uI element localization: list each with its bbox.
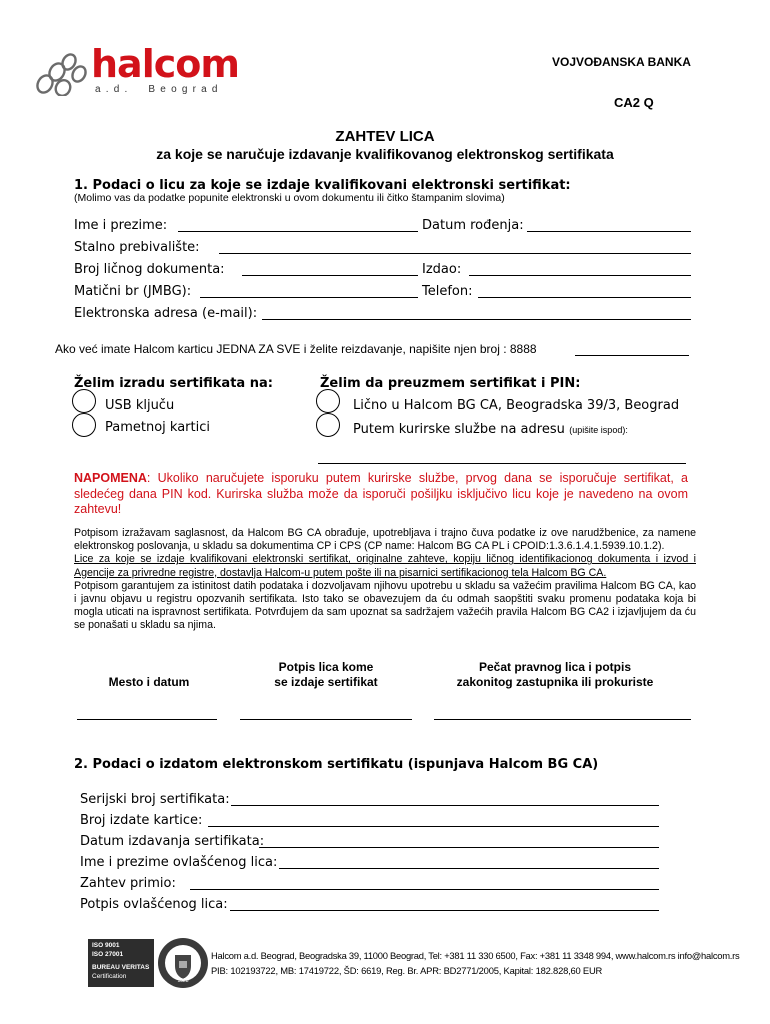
consent-paragraph-2: Lice za koje se izdaje kvalifikovani elektronski sertifikat, originalne zahteve, kopiju ličnog identifikacionog dokumenta i izvod i Agencije za privredne registre, dostavlja Halcom-u putem pošte ili na pisarnici sertifikacionog tela Halcom BG CA.	[74, 553, 696, 579]
jmbg-field[interactable]	[200, 297, 418, 298]
bank-name: VOJVOĐANSKA BANKA	[552, 55, 691, 69]
page-subtitle: za koje se naručuje izdavanje kvalifikovanog elektronskog sertifikata	[156, 146, 614, 162]
issue-date-label: Datum izdavanja sertifikata:	[80, 834, 265, 849]
officer-signature-field[interactable]	[230, 910, 659, 911]
courier-radio[interactable]	[316, 413, 340, 437]
issued-by-field[interactable]	[469, 275, 691, 276]
courier-label-hint: (upišite ispod):	[569, 425, 628, 435]
birth-date-field[interactable]	[527, 231, 691, 232]
usb-radio[interactable]	[72, 389, 96, 413]
usb-label: USB ključu	[105, 398, 175, 413]
officer-name-label: Ime i prezime ovlašćenog lica:	[80, 855, 278, 870]
page-title: ZAHTEV LICA	[335, 128, 435, 145]
consent-paragraph-1: Potpisom izražavam saglasnost, da Halcom BG CA obrađuje, upotrebljava i trajno čuva podatke iz ove narudžbenice, za namene elektronskog poslovanja, u skladu sa dokumentima CP i CPS (CP name: Halcom BG CA PL i CPOID:1.3.6.1.4.1.5939.10.1.2).	[74, 527, 696, 553]
courier-label-text: Putem kurirske službe na adresu	[353, 422, 565, 437]
logo-subtitle: a.d. Beograd	[95, 84, 223, 95]
name-field[interactable]	[178, 231, 418, 232]
issued-by-label: Izdao:	[422, 262, 462, 277]
received-by-field[interactable]	[190, 889, 659, 890]
card-number-field[interactable]	[575, 355, 689, 356]
notice	[74, 471, 688, 518]
name-label: Ime i prezime:	[74, 218, 168, 233]
person-signature-label	[240, 660, 412, 690]
certification: Certification	[92, 972, 127, 980]
place-date-label: Mesto i datum	[108, 675, 190, 689]
phone-field[interactable]	[478, 297, 691, 298]
bureau-veritas: BUREAU VERITAS	[92, 964, 150, 971]
personal-pickup-radio[interactable]	[316, 389, 340, 413]
notice-text: : Ukoliko naručujete isporuku putem kurirske službe, prvog dana se isporučuje sertifikat, a sledećeg dana PIN kod. Kurirska služba može da isporuči pošiljku isključivo licu koje je navedeno na ovom zahtevu!	[74, 471, 688, 516]
email-field[interactable]	[262, 319, 691, 320]
person-signature-line1: Potpis lica kome	[278, 660, 374, 674]
person-signature-line2: se izdaje sertifikat	[274, 675, 378, 689]
iso-9001: ISO 9001	[92, 942, 120, 949]
officer-signature-label: Potpis ovlašćenog lica:	[80, 897, 228, 912]
personal-pickup-label: Lično u Halcom BG CA, Beogradska 39/3, Beograd	[353, 398, 680, 413]
iso-27001: ISO 27001	[92, 950, 124, 958]
person-signature-field[interactable]	[240, 719, 412, 720]
residence-label: Stalno prebivalište:	[74, 240, 200, 255]
stamp-signature-line2: zakonitog zastupnika ili prokuriste	[456, 675, 654, 689]
place-date-field[interactable]	[77, 719, 217, 720]
stamp-signature-line1: Pečat pravnog lica i potpis	[478, 660, 632, 674]
consent-paragraph-3: Potpisom garantujem za istinitost datih podataka i dozvoljavam njihovu upotrebu u skladu sa važećim pravilima Halcom BG CA, kao i javnu objavu u registru opozvanih sertifikata. Isto tako se obavezujem da ću odmah saopštiti svaku promenu podataka koja bi mogla uticati na ispravnost sertifikata. Potvrđujem da sam upoznat sa sadržajem važećih pravila Halcom BG CA2 i izjavljujem da ću se ponašati u skladu sa njima.	[74, 579, 696, 632]
id-number-field[interactable]	[242, 275, 418, 276]
iso-badge	[88, 939, 154, 987]
courier-address-field[interactable]	[318, 463, 686, 464]
form-code: CA2 Q	[614, 95, 654, 110]
halcom-logo-mark-icon	[35, 50, 91, 96]
email-label: Elektronska adresa (e-mail):	[74, 306, 258, 321]
received-by-label: Zahtev primio:	[80, 876, 176, 891]
card-reissue-question: Ako već imate Halcom karticu JEDNA ZA SVE i želite reizdavanje, napišite njen broj : 8888	[55, 342, 537, 356]
bureau-veritas-seal-icon	[157, 935, 209, 991]
birth-date-label: Datum rođenja:	[422, 218, 524, 233]
section1-heading: 1. Podaci o licu za koje se izdaje kvalifikovani elektronski sertifikat:	[74, 178, 571, 193]
serial-field[interactable]	[231, 805, 659, 806]
section1-note: (Molimo vas da podatke popunite elektronski u ovom dokumentu ili čitko štampanim slovima)	[74, 192, 505, 204]
officer-name-field[interactable]	[279, 868, 659, 869]
notice-label: NAPOMENA	[74, 471, 147, 485]
logo	[35, 42, 239, 98]
smartcard-radio[interactable]	[72, 413, 96, 437]
logo-name: halcom	[91, 42, 239, 86]
phone-label: Telefon:	[422, 284, 473, 299]
serial-label: Serijski broj sertifikata:	[80, 792, 230, 807]
smartcard-label: Pametnoj kartici	[105, 420, 210, 435]
card-number-issued-field[interactable]	[208, 826, 659, 827]
make-certificate-heading: Želim izradu sertifikata na:	[74, 376, 273, 391]
consent-text	[74, 527, 696, 633]
footer-line-1: Halcom a.d. Beograd, Beogradska 39, 11000 Beograd, Tel: +381 11 330 6500, Fax: +381 11 3348 994, www.halcom.rs info@halcom.rs	[211, 950, 740, 961]
card-number-issued-label: Broj izdate kartice:	[80, 813, 203, 828]
courier-label	[353, 420, 628, 438]
id-number-label: Broj ličnog dokumenta:	[74, 262, 225, 277]
footer-line-2: PIB: 102193722, MB: 17419722, ŠD: 6619, Reg. Br. APR: BD2771/2005, Kapital: 182.828,60 EUR	[211, 965, 603, 976]
section2-heading: 2. Podaci o izdatom elektronskom sertifikatu (ispunjava Halcom BG CA)	[74, 757, 599, 772]
residence-field[interactable]	[219, 253, 691, 254]
pickup-heading: Želim da preuzmem sertifikat i PIN:	[320, 376, 581, 391]
stamp-signature-label	[420, 660, 690, 690]
issue-date-field[interactable]	[259, 847, 659, 848]
seal-year: 1828	[177, 978, 189, 984]
jmbg-label: Matični br (JMBG):	[74, 284, 192, 299]
stamp-signature-field[interactable]	[434, 719, 691, 720]
